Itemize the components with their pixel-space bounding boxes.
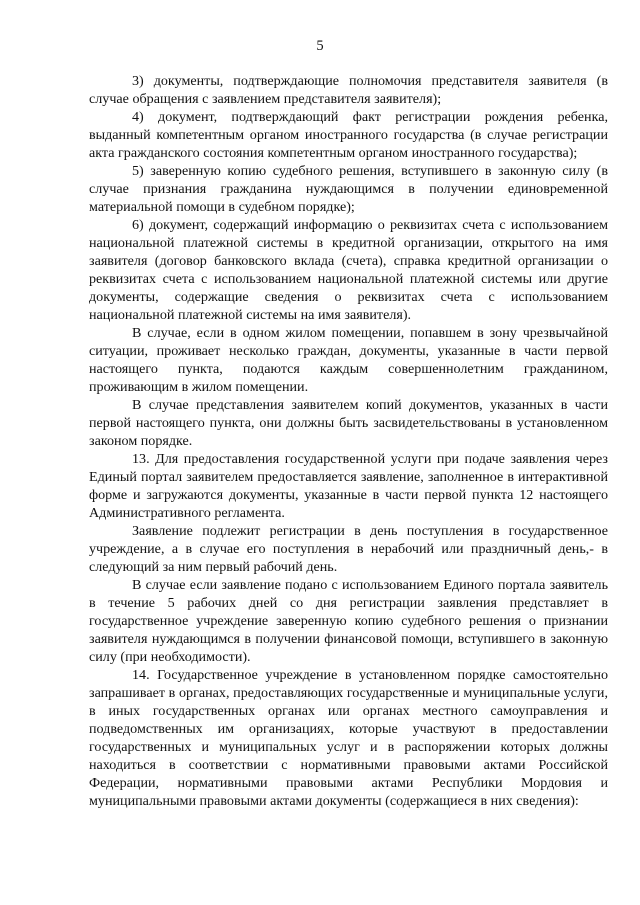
paragraph-item-5-court-decision: 5) заверенную копию судебного решения, вступившего в законную силу (в случае признания гражданина нуждающимся в получении единовременной материальной помощи в судебном порядке); <box>89 163 608 215</box>
paragraph-section-14: 14. Государственное учреждение в установленном порядке самостоятельно запрашивает в органах, предоставляющих государственные и муниципальные услуги, в иных государственных органах или органах местного самоуправления и подведомственных им организациях, которые участвуют в предоставлении государственных и муниципальных услуг и в распоряжении которых должны находиться в соответствии с нормативными правовыми актами Российской Федерации, нормативными правовыми актами Республики Мордовия и муниципальными правовыми актами документы (содержащиеся в них сведения): <box>89 667 608 809</box>
paragraph-section-13: 13. Для предоставления государственной услуги при подаче заявления через Единый портал заявителем предоставляется заявление, заполненное в интерактивной форме и загружаются документы, указанные в части первой пункта 12 настоящего Административного регламента. <box>89 451 608 521</box>
paragraph-several-citizens: В случае, если в одном жилом помещении, попавшем в зону чрезвычайной ситуации, проживает несколько граждан, документы, указанные в части первой настоящего пункта, подаются каждым совершеннолетним гражданином, проживающим в жилом помещении. <box>89 325 608 395</box>
paragraph-item-4-birth-registration: 4) документ, подтверждающий факт регистрации рождения ребенка, выданный компетентным органом иностранного государства (в случае регистрации акта гражданского состояния компетентным органом иностранного государства); <box>89 109 608 161</box>
document-body <box>89 72 608 810</box>
page-number: 5 <box>316 38 324 54</box>
paragraph-portal-submission: В случае если заявление подано с использованием Единого портала заявитель в течение 5 рабочих дней со дня регистрации заявления представляет в государственное учреждение заверенную копию судебного решения о признании заявителя нуждающимся в получении финансовой помощи, вступившего в законную силу (при необходимости). <box>89 577 608 665</box>
paragraph-item-6-account-details: 6) документ, содержащий информацию о реквизитах счета с использованием национальной платежной системы в кредитной организации, открытого на имя заявителя (договор банковского вклада (счета), справка кредитной организации о реквизитах счета с использованием национальной платежной системы или другие документы, содержащие сведения о реквизитах счета с использованием национальной платежной системы на имя заявителя). <box>89 217 608 323</box>
paragraph-item-3-representative-documents: 3) документы, подтверждающие полномочия представителя заявителя (в случае обращения с заявлением представителя заявителя); <box>89 73 608 107</box>
paragraph-copies-certification: В случае представления заявителем копий документов, указанных в части первой настоящего пункта, они должны быть засвидетельствованы в установленном законом порядке. <box>89 397 608 449</box>
paragraph-application-registration: Заявление подлежит регистрации в день поступления в государственное учреждение, а в случае его поступления в нерабочий или праздничный день,- в следующий за ним первый рабочий день. <box>89 523 608 575</box>
